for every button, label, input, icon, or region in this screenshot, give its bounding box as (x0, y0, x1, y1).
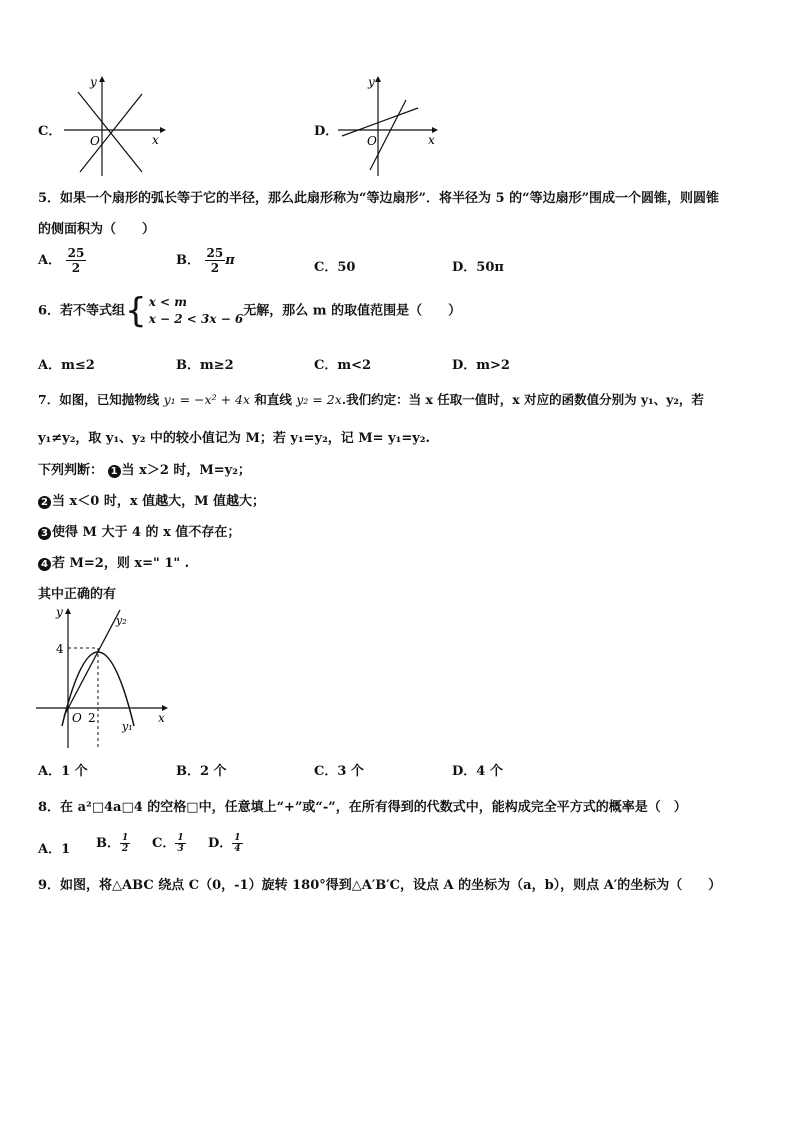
q7-statement-1: 下列判断： 1 当 x＞2 时，M=y₂； (38, 463, 251, 478)
q7-graph (34, 602, 174, 752)
q6-option-b: B．m≥2 (176, 358, 234, 373)
q8-option-b: B． $\frac{1}{2}$ (96, 833, 129, 854)
q7-y1-label: y₁ (122, 720, 133, 733)
q7-y2-label: y₂ (116, 614, 127, 627)
q7-y-label: y (56, 605, 63, 619)
q7-statement-2: 2 当 x＜0 时，x 值越大，M 值越大； (38, 490, 265, 509)
c-y-label: y (90, 75, 97, 89)
q7-option-b: B．2 个 (176, 764, 227, 779)
q5-option-a (38, 246, 86, 275)
q6-prefix: 6．若不等式组 (38, 303, 126, 319)
d-y-label: y (368, 75, 375, 89)
q7-statement-4: 4 若 M=2，则 x=" 1" . (38, 552, 189, 571)
q5-option-c: C．50 (314, 260, 356, 275)
q6-suffix: 无解，那么 m 的取值范围是（ ） (243, 303, 462, 319)
circle-1-icon: 1 (108, 465, 121, 478)
q6-inequality-system: { x < m x − 2 < 3x − 6 (125, 291, 244, 331)
q8-option-d: D． $\frac{1}{4}$ (208, 833, 241, 854)
q7-option-d: D．4 个 (452, 764, 503, 779)
q9-stem: 9．如图，将△ABC 绕点 C（0，-1）旋转 180°得到△A′B′C，设点 A 的坐标为（a，b），则点 A′的坐标为（ ） (38, 878, 722, 893)
q7-option-c: C．3 个 (314, 764, 364, 779)
q5-a-fraction: $\frac{25}{2}$ (67, 246, 85, 275)
q7-parabola-eq: y₁ = −x² + 4x (163, 392, 251, 407)
q6-option-d: D．m>2 (452, 358, 510, 373)
q7-line2: y₁≠y₂，取 y₁、y₂ 中的较小值记为 M；若 y₁=y₂，记 M= y₁=y₂. (38, 431, 431, 446)
q5-option-d: D．50π (452, 260, 504, 275)
q7-statement-3: 3 使得 M 大于 4 的 x 值不存在； (38, 521, 240, 540)
circle-2-icon: 2 (38, 496, 51, 509)
q5-line1: 5．如果一个扇形的弧长等于它的半径，那么此扇形称为“等边扇形”．将半径为 5 的“等边扇形”围成一个圆锥，则圆锥 (38, 191, 720, 206)
q7-line-eq: y₂ = 2x (296, 392, 342, 407)
q6-stem (38, 291, 462, 331)
c-x-label: x (152, 133, 159, 147)
q7-origin: O (72, 711, 82, 725)
q7-tick-2: 2 (88, 711, 96, 725)
q5-a-label: A． (38, 253, 62, 268)
option-d-label: D． (314, 124, 339, 139)
q5-b-fraction: $\frac{25}{2}$ (206, 246, 224, 275)
q7-tick-4: 4 (56, 642, 64, 656)
q8-option-c: C． $\frac{1}{3}$ (152, 833, 184, 854)
q7-x-label: x (158, 711, 165, 725)
option-c-graph (60, 72, 170, 180)
q7-option-a: A．1 个 (38, 764, 88, 779)
d-origin: O (367, 134, 377, 148)
q7-conclusion: 其中正确的有 (38, 587, 117, 602)
d-x-label: x (428, 133, 435, 147)
q6-option-c: C．m<2 (314, 358, 372, 373)
q5-option-b: B． $\frac{25}{2}$ π (176, 246, 235, 275)
circle-3-icon: 3 (38, 527, 51, 540)
q7-line1: 7．如图，已知抛物线 y₁ = −x² + 4x 和直线 y₂ = 2x.我们约定：当 x 任取一值时，x 对应的函数值分别为 y₁、y₂，若 (38, 392, 704, 407)
c-origin: O (90, 134, 100, 148)
circle-4-icon: 4 (38, 558, 51, 571)
q6-option-a: A．m≤2 (38, 358, 95, 373)
q8-stem: 8．在 a²□4a□4 的空格□中，任意填上“+”或“-”，在所有得到的代数式中，能构成完全平方式的概率是（ ） (38, 800, 687, 815)
q8-option-a: A．1 (38, 842, 71, 857)
q5-line2: 的侧面积为（ ） (38, 222, 156, 237)
option-c-label: C． (38, 124, 62, 139)
option-d-graph (334, 72, 444, 180)
